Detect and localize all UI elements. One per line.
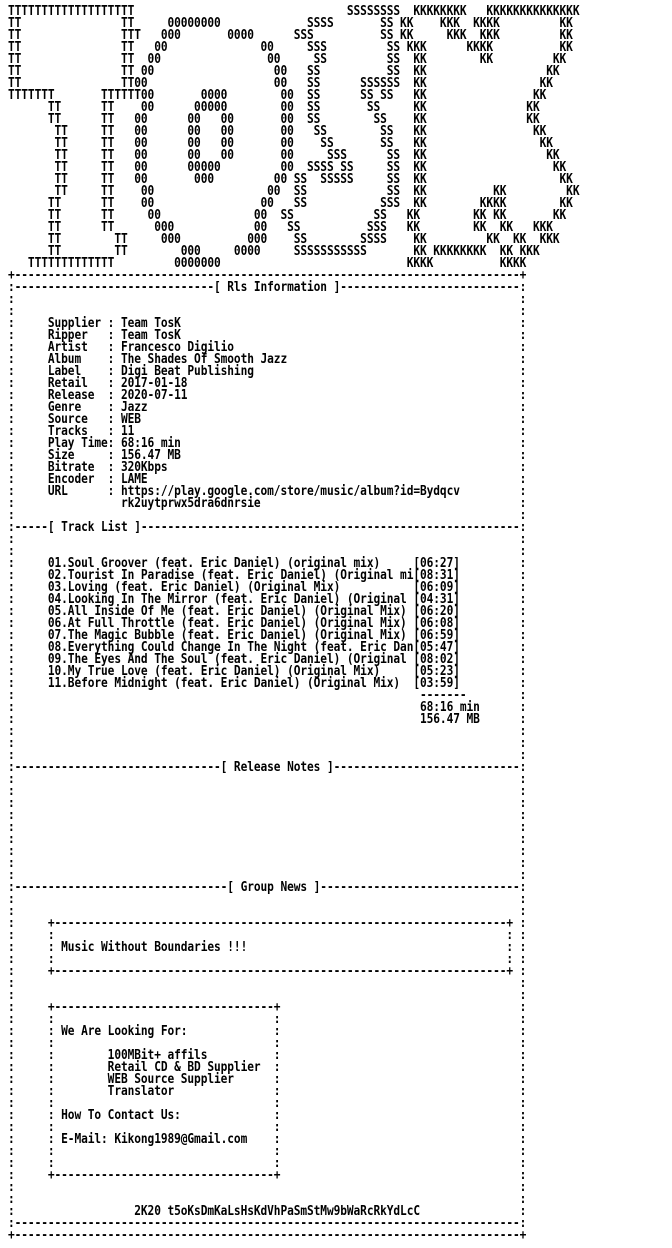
blank-line: : : <box>8 508 527 523</box>
motto-box-top: : +--------------------------------------------------------------------+ : <box>8 916 527 931</box>
footer-tag: : 2K20 t5oKsDmKaLsHsKdVhPaSmStMw9bWaRcRkYdLcC : <box>8 1204 527 1219</box>
track-row: : 01.Soul Groover (feat. Eric Daniel) (original mix) [06:27] : <box>8 556 527 571</box>
ascii-logo-row: TT TT 00 00 00 00 SS SS KK KK <box>8 112 540 127</box>
blank-line: : : <box>8 784 527 799</box>
rls-info-row: : Retail : 2017-01-18 : <box>8 376 527 391</box>
track-row: : 04.Looking In The Mirror (feat. Eric Daniel) (Original [04:31] : <box>8 592 527 607</box>
rls-info-row: : Source : WEB : <box>8 412 527 427</box>
totals-separator: : ------- : <box>8 688 527 703</box>
contact-box-line: : : : : <box>8 1120 527 1135</box>
rls-info-row: : Release : 2020-07-11 : <box>8 388 527 403</box>
ascii-logo-row: TT TT 00 00 SS SS KK KK KK <box>8 52 567 67</box>
ascii-logo-row: TT TT 000 0000 SSSSSSSSSSS KK KKKKKKKK KK KKK <box>8 244 540 259</box>
rls-info-row: : Genre : Jazz : <box>8 400 527 415</box>
track-row: : 10.My True Love (feat. Eric Daniel) (Original Mix) [05:23] : <box>8 664 527 679</box>
motto-box-line: : : : : <box>8 928 527 943</box>
blank-line: : : <box>8 772 527 787</box>
ascii-logo-row: TT TT 00 00 SS SS KK KK <box>8 64 560 79</box>
contact-email: : : E-Mail: Kikong1989@Gmail.com : : <box>8 1132 527 1147</box>
blank-line: : : <box>8 292 527 307</box>
motto-text: : : Music Without Boundaries !!! : : <box>8 940 527 955</box>
looking-for-item: : : Retail CD & BD Supplier : : <box>8 1060 527 1075</box>
blank-line: : : <box>8 1180 527 1195</box>
blank-line: : : <box>8 844 527 859</box>
ascii-logo-row: TT TT 00 00 00 00 SS SS KK KK <box>8 124 547 139</box>
bottom-border: +----------------------------------------------------------------------------+ <box>8 1228 527 1243</box>
blank-line: : : <box>8 856 527 871</box>
ascii-logo-row: TT TT 00 00 SSS SS KKK KKKK KK <box>8 40 573 55</box>
blank-line: : : <box>8 832 527 847</box>
ascii-logo-row: TT TT 00 00 SS SS KK KK KK <box>8 184 580 199</box>
top-border: +----------------------------------------------------------------------------+ <box>8 268 527 283</box>
ascii-logo-row: TT TT00 00 SS SSSSSS KK KK <box>8 76 553 91</box>
ascii-logo-row: TT TT 00 00 SS SS KK KK KK KK <box>8 208 567 223</box>
looking-for-item: : : WEB Source Supplier : : <box>8 1072 527 1087</box>
contact-box-top: : +---------------------------------+ : <box>8 1000 527 1015</box>
rls-info-row: : Ripper : Team TosK : <box>8 328 527 343</box>
blank-line: : : <box>8 724 527 739</box>
looking-for-item: : : Translator : : <box>8 1084 527 1099</box>
blank-line: : : <box>8 796 527 811</box>
rls-info-row: : URL : https://play.google.com/store/music/album?id=Bydqcv : <box>8 484 527 499</box>
ascii-logo-row: TT TT 00 00 SS SSS KK KKKK KK <box>8 196 573 211</box>
ascii-logo-row: TT TT 000 00 SS SSS KK KK KK KKK <box>8 220 553 235</box>
ascii-logo-row: TT TT 00 00 00 00 SS SS KK KK <box>8 136 553 151</box>
contact-box-line: : : : : <box>8 1144 527 1159</box>
contact-box-line: : : : : <box>8 1156 527 1171</box>
rls-info-row: : Size : 156.47 MB : <box>8 448 527 463</box>
contact-header: : : How To Contact Us: : : <box>8 1108 527 1123</box>
ascii-logo-row: TT TTT 000 0000 SSS SS KK KKK KKK KK <box>8 28 573 43</box>
blank-line: : : <box>8 304 527 319</box>
ascii-logo-row: TTTTTTTTTTTTT 0000000 KKKK KKKK <box>8 256 527 271</box>
blank-line: : : <box>8 820 527 835</box>
bottom-rule: :----------------------------------------------------------------------------: <box>8 1216 527 1231</box>
motto-box-bottom: : +--------------------------------------------------------------------+ : <box>8 964 527 979</box>
nfo-document <box>8 6 579 1242</box>
blank-line: : : <box>8 544 527 559</box>
track-row: : 05.All Inside Of Me (feat. Eric Daniel) (Original Mix) [06:20] : <box>8 604 527 619</box>
blank-line: : : <box>8 988 527 1003</box>
rls-info-row: : Encoder : LAME : <box>8 472 527 487</box>
blank-line: : : <box>8 868 527 883</box>
rls-info-row: : Tracks : 11 : <box>8 424 527 439</box>
contact-box-line: : : : : <box>8 1036 527 1051</box>
total-size: : 156.47 MB : <box>8 712 527 727</box>
rls-info-row: : Album : The Shades Of Smooth Jazz : <box>8 352 527 367</box>
ascii-logo-row: TT TT 00000000 SSSS SS KK KKK KKKK KK <box>8 16 573 31</box>
contact-box-line: : : : : <box>8 1012 527 1027</box>
blank-line: : : <box>8 892 527 907</box>
track-row: : 08.Everything Could Change In The Night (feat. Eric Dan[05:47] : <box>8 640 527 655</box>
rls-info-row: : Play Time: 68:16 min : <box>8 436 527 451</box>
looking-for-header: : : We Are Looking For: : : <box>8 1024 527 1039</box>
track-section-header: :-----[ Track List ]---------------------------------------------------------: <box>8 520 527 535</box>
motto-box-line: : : : : <box>8 952 527 967</box>
blank-line: : : <box>8 904 527 919</box>
track-row: : 06.At Full Throttle (feat. Eric Daniel) (Original Mix) [06:08] : <box>8 616 527 631</box>
blank-line: : : <box>8 808 527 823</box>
ascii-logo-row: TTTTTTTTTTTTTTTTTTT SSSSSSSS KKKKKKKK KKKKKKKKKKKKKK <box>8 4 580 19</box>
rls-info-row: : Artist : Francesco Digilio : <box>8 340 527 355</box>
track-row: : 09.The Eyes And The Soul (feat. Eric Daniel) (Original [08:02] : <box>8 652 527 667</box>
looking-for-item: : : 100MBit+ affils : : <box>8 1048 527 1063</box>
contact-box-bottom: : +---------------------------------+ : <box>8 1168 527 1183</box>
track-row: : 02.Tourist In Paradise (feat. Eric Daniel) (Original mi[08:31] : <box>8 568 527 583</box>
blank-line: : : <box>8 532 527 547</box>
track-row: : 11.Before Midnight (feat. Eric Daniel) (Original Mix) [03:59] : <box>8 676 527 691</box>
blank-line: : : <box>8 976 527 991</box>
track-row: : 03.Loving (feat. Eric Daniel) (Original Mix) [06:09] : <box>8 580 527 595</box>
total-play-time: : 68:16 min : <box>8 700 527 715</box>
blank-line: : : <box>8 1192 527 1207</box>
rls-info-url-continuation: : rk2uytprwx5dra6dnrsie : <box>8 496 527 511</box>
notes-section-header: :-------------------------------[ Release Notes ]----------------------------: <box>8 760 527 775</box>
blank-line: : : <box>8 736 527 751</box>
rls-info-row: : Bitrate : 320Kbps : <box>8 460 527 475</box>
blank-line: : : <box>8 748 527 763</box>
ascii-logo-row: TT TT 00 00000 00 SS SS KK KK <box>8 100 540 115</box>
contact-box-line: : : : : <box>8 1096 527 1111</box>
track-row: : 07.The Magic Bubble (feat. Eric Daniel) (Original Mix) [06:59] : <box>8 628 527 643</box>
ascii-logo-row: TT TT 00 000 00 SS SSSSS SS KK KK <box>8 172 573 187</box>
ascii-logo-row: TT TT 000 000 SS SSSS KK KK KK KKK <box>8 232 560 247</box>
news-section-header: :--------------------------------[ Group News ]------------------------------: <box>8 880 527 895</box>
ascii-logo-row: TT TT 00 00 00 00 SSS SS KK KK <box>8 148 560 163</box>
ascii-logo-row: TTTTTTT TTTTTT00 0000 00 SS SS SS KK KK <box>8 88 547 103</box>
rls-info-row: : Supplier : Team TosK : <box>8 316 527 331</box>
rls-section-header: :------------------------------[ Rls Information ]---------------------------: <box>8 280 527 295</box>
rls-info-row: : Label : Digi Beat Publishing : <box>8 364 527 379</box>
ascii-logo-row: TT TT 00 00000 00 SSSS SS SS KK KK <box>8 160 567 175</box>
